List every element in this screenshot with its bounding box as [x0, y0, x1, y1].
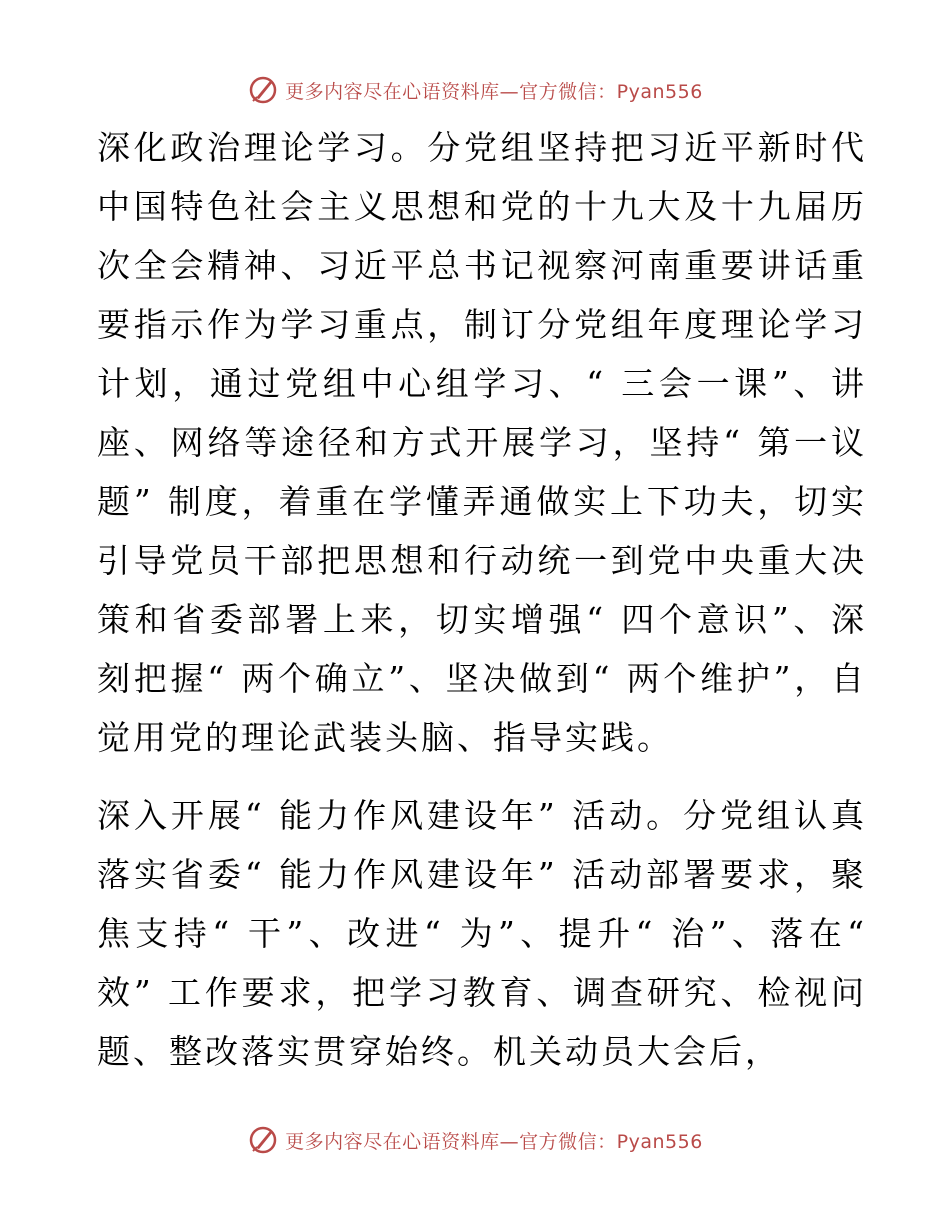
paragraph-1: 深化政治理论学习。分党组坚持把习近平新时代中国特色社会主义思想和党的十九大及十九届历次全会精神、习近平总书记视察河南重要讲话重要指示作为学习重点，制订分党组年度理论学习计划，通过党组中心组学习、“ 三会一课”、讲座、网络等途径和方式开展学习，坚持“ 第一议题” 制度，着重在学懂弄通做实上下功夫，切实引导党员干部把思想和行动统一到党中央重大决策和省委部署上来，切实增强“ 四个意识”、深刻把握“ 两个确立”、坚决做到“ 两个维护”，自觉用党的理论武装头脑、指导实践。: [97, 128, 867, 757]
footer-watermark: [0, 1120, 950, 1160]
watermark-text: 更多内容尽在心语资料库—官方微信：Pyan556: [285, 80, 703, 103]
quill-logo-icon: [247, 74, 279, 106]
document-body: [97, 118, 867, 1081]
quill-logo-icon: [247, 1124, 279, 1156]
paragraph-2: 深入开展“ 能力作风建设年” 活动。分党组认真落实省委“ 能力作风建设年” 活动部署要求，聚焦支持“ 干”、改进“ 为”、提升“ 治”、落在“ 效” 工作要求，把学习教育、调查研究、检视问题、整改落实贯穿始终。机关动员大会后，: [97, 796, 867, 1071]
header-watermark: [0, 70, 950, 110]
watermark-text: 更多内容尽在心语资料库—官方微信：Pyan556: [285, 1130, 703, 1153]
